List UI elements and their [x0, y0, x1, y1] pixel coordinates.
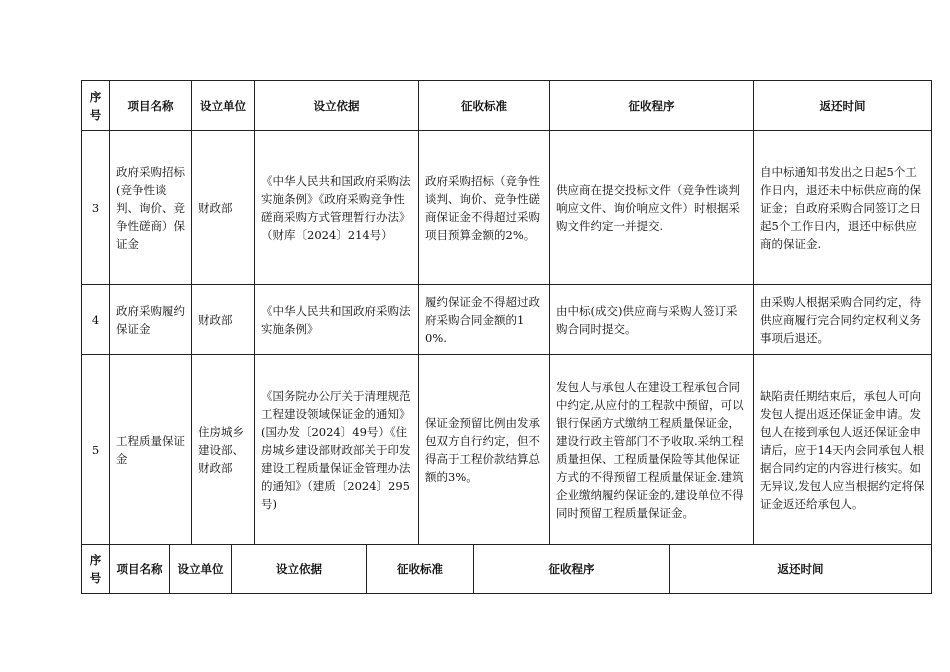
fee-table: [81, 80, 932, 545]
cell-procedure: 由中标(成交)供应商与采购人签订采购合同时提交。: [550, 285, 754, 355]
cell-basis: 《国务院办公厅关于清理规范工程建设领域保证金的通知》(国办发〔2024〕49号）《住房城乡建设部财政部关于印发建设工程质量保证金管理办法的通知》（建质〔2024〕295号): [255, 355, 419, 545]
cell-unit: 财政部: [192, 131, 255, 285]
cell-procedure: 发包人与承包人在建设工程承包合同中约定,从应付的工程款中预留，可以银行保函方式缴纳工程质量保证金，建设行政主管部门不予收取.采纳工程质量担保、工程质量保险等其他保证方式的不得预留工程质量保证金.建筑企业缴纳履约保证金的,建设单位不得同时预留工程质量保证金。: [550, 355, 754, 545]
table-row: [82, 131, 932, 285]
header-refund: 返还时间: [754, 81, 932, 131]
cell-seq: 5: [82, 355, 110, 545]
table-row: [82, 285, 932, 355]
table-header-row: [82, 81, 932, 131]
header-standard: 征收标准: [367, 545, 474, 594]
cell-refund: 缺陷责任期结束后，承包人可向发包人提出返还保证金申请。发包人在接到承包人返还保证金申请后，应于14天内会同承包人根据合同约定的内容进行核实。如无异议,发包人应当根据约定将保证金返还给承包人。: [754, 355, 932, 545]
cell-standard: 保证金预留比例由发承包双方自行约定，但不得高于工程价款结算总额的3%。: [419, 355, 550, 545]
fee-table-container: [81, 80, 931, 594]
header-basis: 设立依据: [255, 81, 419, 131]
cell-refund: 自中标通知书发出之日起5个工作日内，退还未中标供应商的保证金；自政府采购合同签订之日起5个工作日内，退还中标供应商的保证金.: [754, 131, 932, 285]
header-seq: 序号: [82, 81, 110, 131]
cell-standard: 政府采购招标（竞争性谈判、询价、竞争性磋商保证金不得超过采购项目预算金额的2%。: [419, 131, 550, 285]
repeated-header-table: [81, 544, 932, 594]
header-unit: 设立单位: [192, 81, 255, 131]
header-item: 项目名称: [110, 81, 192, 131]
cell-item: 政府采购招标(竞争性谈判、询价、竞争性磋商）保证金: [110, 131, 192, 285]
header-basis: 设立依据: [232, 545, 367, 594]
cell-unit: 住房城乡建设部、财政部: [192, 355, 255, 545]
cell-item: 政府采购履约保证金: [110, 285, 192, 355]
cell-seq: 4: [82, 285, 110, 355]
repeated-header-row: [82, 545, 932, 594]
cell-unit: 财政部: [192, 285, 255, 355]
cell-basis: 《中华人民共和国政府采购法实施条例》《政府采购竞争性磋商采购方式管理暂行办法》（财库〔2024〕214号）: [255, 131, 419, 285]
cell-standard: 履约保证金不得超过政府采购合同金额的10%.: [419, 285, 550, 355]
header-procedure: 征收程序: [550, 81, 754, 131]
header-refund: 返还时间: [670, 545, 932, 594]
cell-procedure: 供应商在提交投标文件（竞争性谈判响应文件、询价响应文件）时根据采购文件约定一并提交.: [550, 131, 754, 285]
header-standard: 征收标准: [419, 81, 550, 131]
cell-item: 工程质量保证金: [110, 355, 192, 545]
header-unit: 设立单位: [170, 545, 232, 594]
header-procedure: 征收程序: [474, 545, 670, 594]
header-item: 项目名称: [110, 545, 170, 594]
cell-seq: 3: [82, 131, 110, 285]
cell-refund: 由采购人根据采购合同约定，待供应商履行完合同约定权利义务事项后退还。: [754, 285, 932, 355]
header-seq: 序号: [82, 545, 110, 594]
table-row: [82, 355, 932, 545]
cell-basis: 《中华人民共和国政府采购法实施条例》: [255, 285, 419, 355]
